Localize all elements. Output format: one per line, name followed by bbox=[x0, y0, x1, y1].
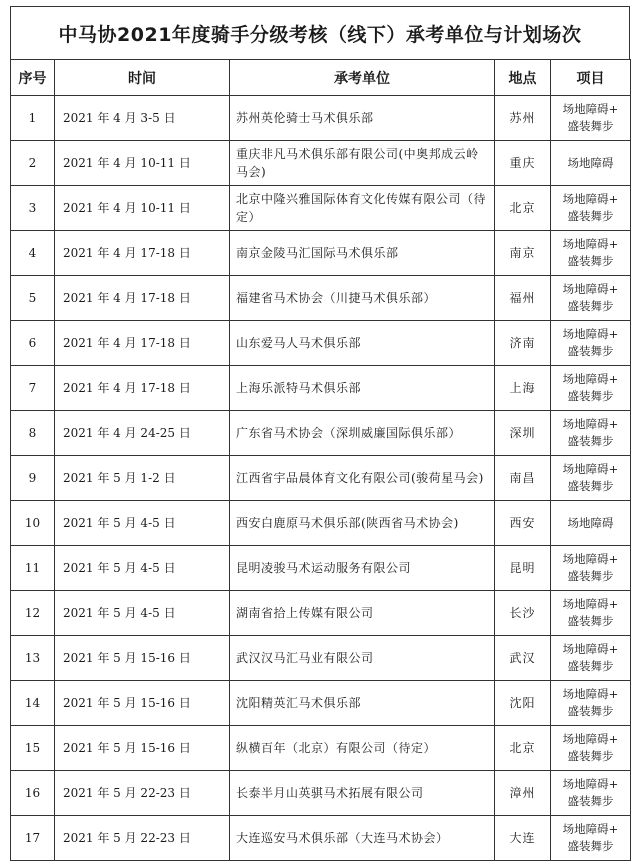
row-item-line: 场地障碍+ bbox=[562, 417, 619, 431]
row-place: 长沙 bbox=[495, 591, 551, 636]
row-place: 济南 bbox=[495, 321, 551, 366]
row-time: 2021 年 5 月 4-5 日 bbox=[55, 501, 230, 546]
row-time: 2021 年 4 月 3-5 日 bbox=[55, 96, 230, 141]
table-row bbox=[11, 366, 631, 411]
row-time: 2021 年 5 月 15-16 日 bbox=[55, 681, 230, 726]
row-item-line: 盛装舞步 bbox=[567, 254, 614, 268]
row-number: 10 bbox=[11, 501, 55, 546]
row-number: 11 bbox=[11, 546, 55, 591]
row-time: 2021 年 5 月 4-5 日 bbox=[55, 546, 230, 591]
row-number: 17 bbox=[11, 816, 55, 861]
row-item bbox=[551, 96, 631, 141]
row-number: 12 bbox=[11, 591, 55, 636]
row-unit: 北京中隆兴雅国际体育文化传媒有限公司（待定） bbox=[230, 186, 495, 231]
row-item-line: 盛装舞步 bbox=[567, 749, 614, 763]
row-item bbox=[551, 186, 631, 231]
row-number: 2 bbox=[11, 141, 55, 186]
row-item-line: 场地障碍+ bbox=[562, 192, 619, 206]
row-place: 大连 bbox=[495, 816, 551, 861]
row-time: 2021 年 5 月 22-23 日 bbox=[55, 771, 230, 816]
row-item-line: 盛装舞步 bbox=[567, 479, 614, 493]
row-unit: 沈阳精英汇马术俱乐部 bbox=[230, 681, 495, 726]
row-unit: 武汉汉马汇马业有限公司 bbox=[230, 636, 495, 681]
row-place: 沈阳 bbox=[495, 681, 551, 726]
row-unit: 山东爱马人马术俱乐部 bbox=[230, 321, 495, 366]
row-item-line: 盛装舞步 bbox=[567, 209, 614, 223]
row-item-line: 盛装舞步 bbox=[567, 434, 614, 448]
row-number: 15 bbox=[11, 726, 55, 771]
row-number: 1 bbox=[11, 96, 55, 141]
row-item-line: 场地障碍+ bbox=[562, 642, 619, 656]
row-item-line: 场地障碍+ bbox=[562, 732, 619, 746]
row-number: 4 bbox=[11, 231, 55, 276]
row-unit: 昆明凌骏马术运动服务有限公司 bbox=[230, 546, 495, 591]
row-time: 2021 年 5 月 1-2 日 bbox=[55, 456, 230, 501]
table-row bbox=[11, 681, 631, 726]
row-time: 2021 年 5 月 15-16 日 bbox=[55, 636, 230, 681]
row-unit: 广东省马术协会（深圳威廉国际俱乐部） bbox=[230, 411, 495, 456]
row-item-line: 盛装舞步 bbox=[567, 839, 614, 853]
row-item bbox=[551, 366, 631, 411]
table-row bbox=[11, 546, 631, 591]
row-number: 9 bbox=[11, 456, 55, 501]
row-number: 13 bbox=[11, 636, 55, 681]
row-unit: 纵横百年（北京）有限公司（待定） bbox=[230, 726, 495, 771]
row-item bbox=[551, 771, 631, 816]
row-item-line: 盛装舞步 bbox=[567, 299, 614, 313]
row-unit: 福建省马术协会（川捷马术俱乐部） bbox=[230, 276, 495, 321]
row-item bbox=[551, 321, 631, 366]
row-item-line: 盛装舞步 bbox=[567, 344, 614, 358]
row-item-line: 场地障碍+ bbox=[562, 102, 619, 116]
row-unit: 大连巡安马术俱乐部（大连马术协会） bbox=[230, 816, 495, 861]
table-body bbox=[11, 96, 631, 861]
row-place: 上海 bbox=[495, 366, 551, 411]
row-item-line: 场地障碍+ bbox=[562, 822, 619, 836]
row-place: 南京 bbox=[495, 231, 551, 276]
row-item-line: 场地障碍+ bbox=[562, 282, 619, 296]
row-item-line: 盛装舞步 bbox=[567, 659, 614, 673]
header-place: 地点 bbox=[495, 60, 551, 96]
row-time: 2021 年 4 月 24-25 日 bbox=[55, 411, 230, 456]
table-row bbox=[11, 456, 631, 501]
row-item bbox=[551, 681, 631, 726]
row-item-line: 场地障碍 bbox=[567, 515, 614, 530]
row-item-line: 场地障碍+ bbox=[562, 597, 619, 611]
row-time: 2021 年 4 月 10-11 日 bbox=[55, 186, 230, 231]
row-unit: 上海乐派特马术俱乐部 bbox=[230, 366, 495, 411]
row-place: 漳州 bbox=[495, 771, 551, 816]
row-item-line: 场地障碍 bbox=[567, 155, 614, 170]
header-unit: 承考单位 bbox=[230, 60, 495, 96]
row-item-line: 盛装舞步 bbox=[567, 389, 614, 403]
row-place: 福州 bbox=[495, 276, 551, 321]
row-item bbox=[551, 456, 631, 501]
row-time: 2021 年 4 月 17-18 日 bbox=[55, 321, 230, 366]
row-place: 北京 bbox=[495, 726, 551, 771]
table-row bbox=[11, 501, 631, 546]
row-item-line: 盛装舞步 bbox=[567, 794, 614, 808]
table-row bbox=[11, 636, 631, 681]
row-item-line: 场地障碍+ bbox=[562, 687, 619, 701]
table-row bbox=[11, 816, 631, 861]
row-number: 16 bbox=[11, 771, 55, 816]
row-number: 6 bbox=[11, 321, 55, 366]
row-item-line: 场地障碍+ bbox=[562, 462, 619, 476]
table-row bbox=[11, 771, 631, 816]
row-time: 2021 年 4 月 17-18 日 bbox=[55, 231, 230, 276]
header-row bbox=[11, 60, 631, 96]
table-row bbox=[11, 321, 631, 366]
table-row bbox=[11, 276, 631, 321]
row-time: 2021 年 4 月 10-11 日 bbox=[55, 141, 230, 186]
row-place: 西安 bbox=[495, 501, 551, 546]
row-item-line: 盛装舞步 bbox=[567, 614, 614, 628]
row-place: 昆明 bbox=[495, 546, 551, 591]
header-item: 项目 bbox=[551, 60, 631, 96]
header-time: 时间 bbox=[55, 60, 230, 96]
row-number: 7 bbox=[11, 366, 55, 411]
row-item-line: 场地障碍+ bbox=[562, 552, 619, 566]
row-number: 14 bbox=[11, 681, 55, 726]
row-item-line: 盛装舞步 bbox=[567, 569, 614, 583]
row-unit: 南京金陵马汇国际马术俱乐部 bbox=[230, 231, 495, 276]
header-no: 序号 bbox=[11, 60, 55, 96]
row-time: 2021 年 5 月 22-23 日 bbox=[55, 816, 230, 861]
row-item bbox=[551, 591, 631, 636]
row-time: 2021 年 5 月 15-16 日 bbox=[55, 726, 230, 771]
table-row bbox=[11, 411, 631, 456]
schedule-table bbox=[10, 59, 631, 861]
table-row bbox=[11, 591, 631, 636]
table-row bbox=[11, 141, 631, 186]
row-item bbox=[551, 276, 631, 321]
row-unit: 江西省宇品晨体育文化有限公司(骏荷星马会) bbox=[230, 456, 495, 501]
row-item-line: 场地障碍+ bbox=[562, 327, 619, 341]
row-unit: 湖南省拾上传媒有限公司 bbox=[230, 591, 495, 636]
document-frame bbox=[10, 6, 630, 861]
row-time: 2021 年 4 月 17-18 日 bbox=[55, 366, 230, 411]
row-unit: 苏州英伦骑士马术俱乐部 bbox=[230, 96, 495, 141]
row-item-line: 场地障碍+ bbox=[562, 372, 619, 386]
row-item bbox=[551, 816, 631, 861]
row-time: 2021 年 5 月 4-5 日 bbox=[55, 591, 230, 636]
row-place: 深圳 bbox=[495, 411, 551, 456]
table-row bbox=[11, 726, 631, 771]
row-item bbox=[551, 411, 631, 456]
row-unit: 重庆非凡马术俱乐部有限公司(中奥邦成云岭马会) bbox=[230, 141, 495, 186]
row-number: 5 bbox=[11, 276, 55, 321]
row-unit: 长泰半月山英骐马术拓展有限公司 bbox=[230, 771, 495, 816]
table-row bbox=[11, 231, 631, 276]
row-time: 2021 年 4 月 17-18 日 bbox=[55, 276, 230, 321]
row-item-line: 盛装舞步 bbox=[567, 119, 614, 133]
row-place: 苏州 bbox=[495, 96, 551, 141]
row-place: 武汉 bbox=[495, 636, 551, 681]
row-item-line: 场地障碍+ bbox=[562, 777, 619, 791]
page-title: 中马协2021年度骑手分级考核（线下）承考单位与计划场次 bbox=[10, 6, 630, 59]
row-place: 北京 bbox=[495, 186, 551, 231]
row-item bbox=[551, 636, 631, 681]
row-item bbox=[551, 141, 631, 186]
row-item bbox=[551, 546, 631, 591]
row-number: 3 bbox=[11, 186, 55, 231]
row-item bbox=[551, 501, 631, 546]
row-place: 南昌 bbox=[495, 456, 551, 501]
table-row bbox=[11, 186, 631, 231]
row-item-line: 场地障碍+ bbox=[562, 237, 619, 251]
row-number: 8 bbox=[11, 411, 55, 456]
row-unit: 西安白鹿原马术俱乐部(陕西省马术协会) bbox=[230, 501, 495, 546]
row-item bbox=[551, 231, 631, 276]
row-item bbox=[551, 726, 631, 771]
table-row bbox=[11, 96, 631, 141]
row-place: 重庆 bbox=[495, 141, 551, 186]
row-item-line: 盛装舞步 bbox=[567, 704, 614, 718]
